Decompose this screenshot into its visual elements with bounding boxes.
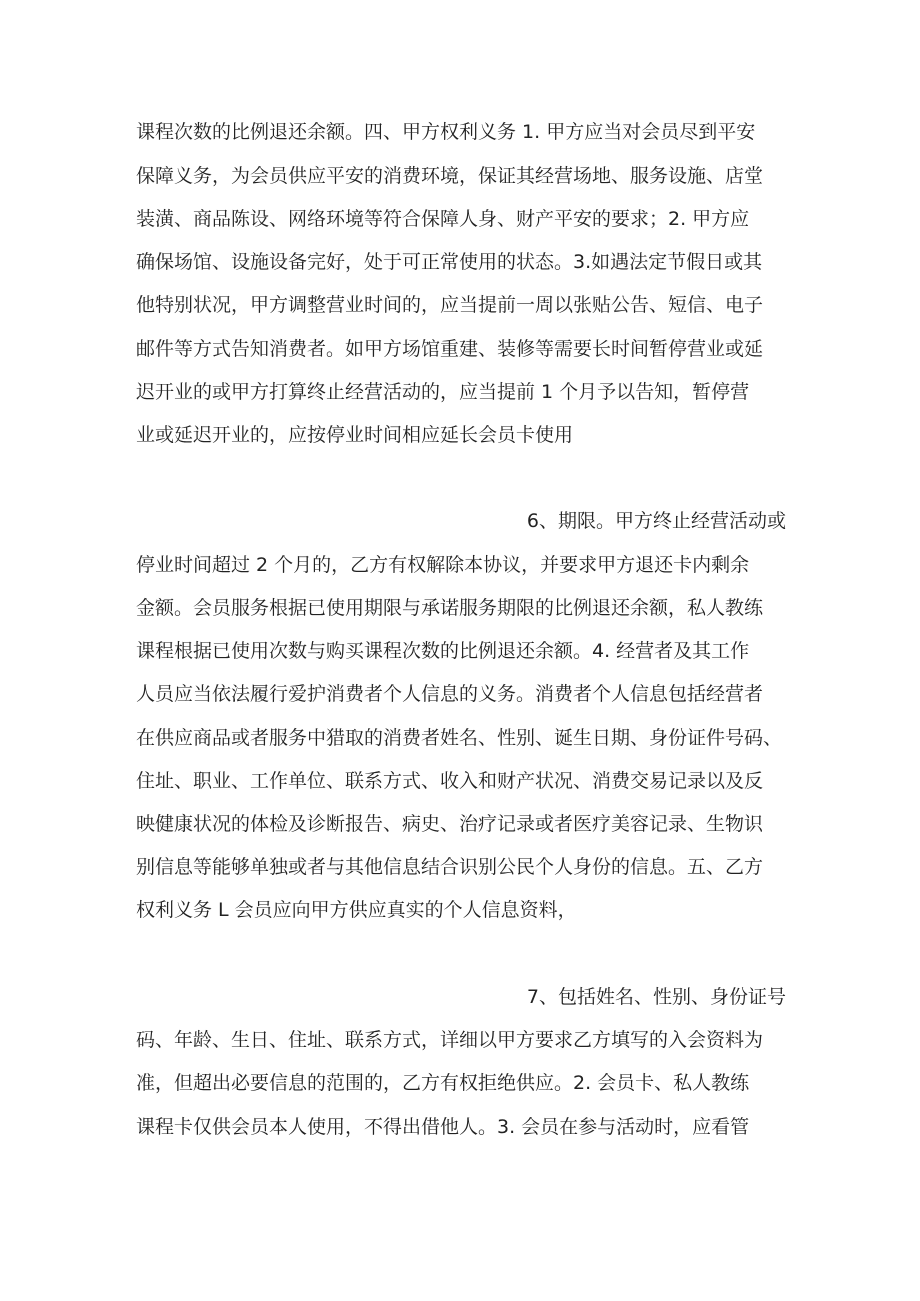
section-heading-6: 6、期限。甲方终止经营活动或: [526, 510, 786, 532]
text-line: 课程次数的比例退还余额。四、甲方权利义务 1. 甲方应当对会员尽到平安: [136, 121, 756, 143]
text-line: 业或延迟开业的，应按停业时间相应延长会员卡使用: [136, 424, 574, 446]
text-line: 迟开业的或甲方打算终止经营活动的，应当提前 1 个月予以告知，暂停营: [136, 381, 750, 403]
text-line: 人员应当依法履行爱护消费者个人信息的义务。消费者个人信息包括经营者: [136, 683, 764, 705]
text-line: 码、年龄、生日、住址、联系方式，详细以甲方要求乙方填写的入会资料为: [136, 1029, 764, 1051]
text-line: 课程根据已使用次数与购买课程次数的比例退还余额。4. 经营者及其工作: [136, 640, 750, 662]
text-line: 保障义务，为会员供应平安的消费环境，保证其经营场地、服务设施、店堂: [136, 165, 764, 187]
text-line: 映健康状况的体检及诊断报告、病史、治疗记录或者医疗美容记录、生物识: [136, 813, 764, 835]
text-line: 金额。会员服务根据已使用期限与承诺服务期限的比例退还余额，私人教练: [136, 597, 764, 619]
text-line: 住址、职业、工作单位、联系方式、收入和财产状况、消费交易记录以及反: [136, 770, 764, 792]
text-line: 别信息等能够单独或者与其他信息结合识别公民个人身份的信息。五、乙方: [136, 856, 764, 878]
text-line: 在供应商品或者服务中猎取的消费者姓名、性别、诞生日期、身份证件号码、: [136, 727, 783, 749]
section-heading-7: 7、包括姓名、性别、身份证号: [526, 986, 786, 1008]
text-line: 课程卡仅供会员本人使用，不得出借他人。3. 会员在参与活动时，应看管: [136, 1116, 750, 1138]
text-line: 确保场馆、设施设备完好，处于可正常使用的状态。3.如遇法定节假日或其: [136, 251, 763, 273]
text-line: 邮件等方式告知消费者。如甲方场馆重建、装修等需要长时间暂停营业或延: [136, 338, 764, 360]
text-line: 他特别状况，甲方调整营业时间的，应当提前一周以张贴公告、短信、电子: [136, 294, 764, 316]
text-line: 装潢、商品陈设、网络环境等符合保障人身、财产平安的要求；2. 甲方应: [136, 208, 750, 230]
text-line: 权利义务 L 会员应向甲方供应真实的个人信息资料，: [136, 899, 577, 921]
text-line: 准，但超出必要信息的范围的，乙方有权拒绝供应。2. 会员卡、私人教练: [136, 1072, 750, 1094]
text-line: 停业时间超过 2 个月的，乙方有权解除本协议，并要求甲方退还卡内剩余: [136, 554, 750, 576]
